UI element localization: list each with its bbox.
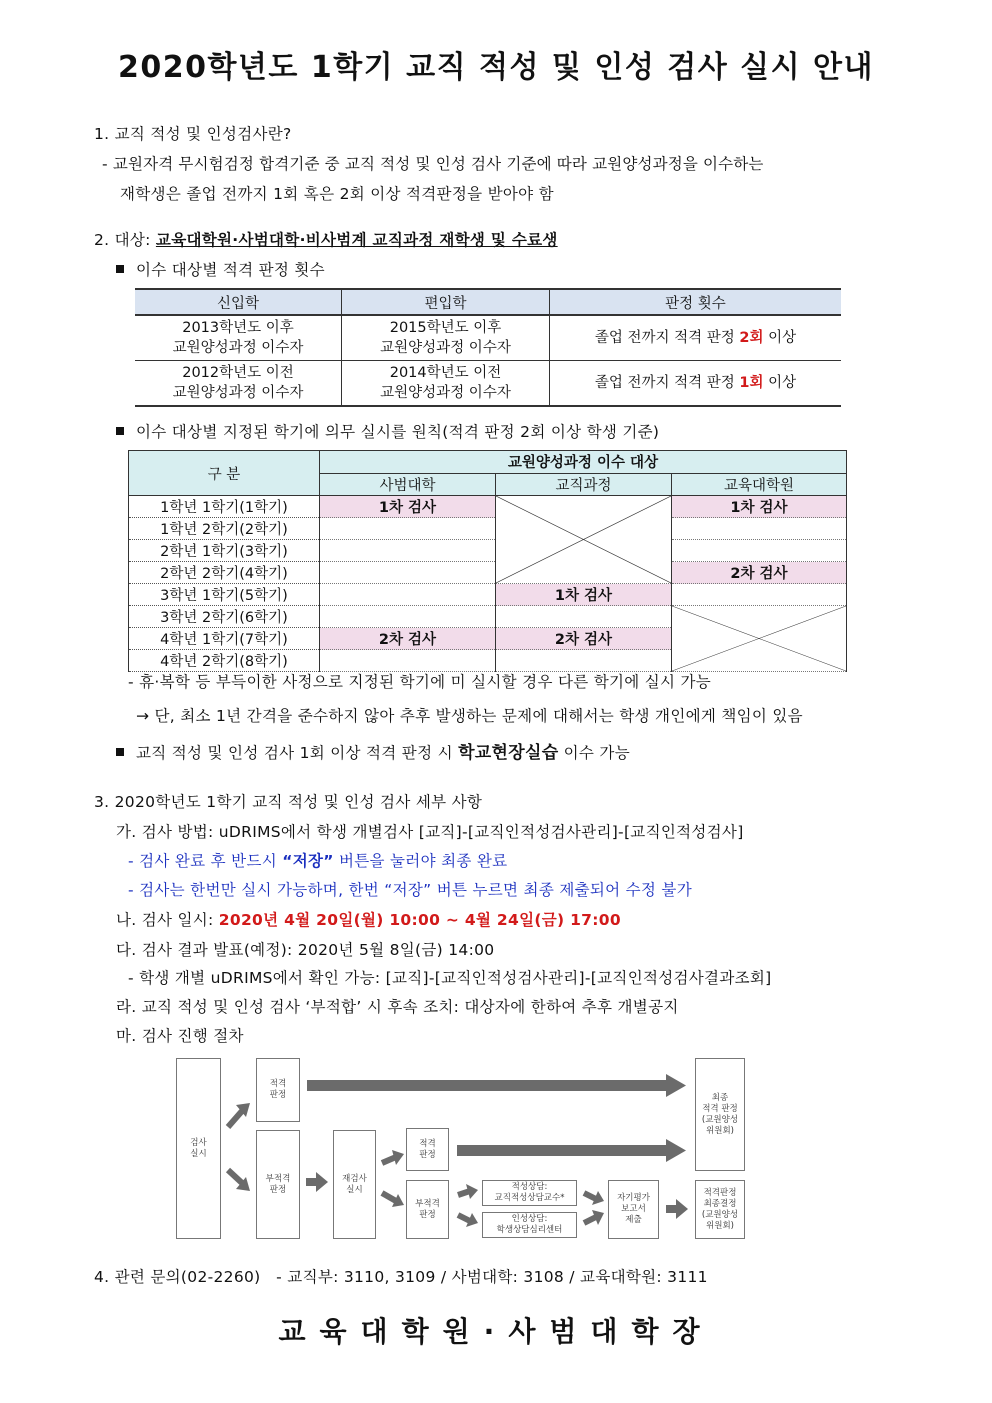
arrow-icon — [382, 1193, 404, 1207]
arrow-icon — [666, 1199, 688, 1219]
table-row — [129, 540, 847, 562]
arrow-icon — [306, 1172, 328, 1192]
empty-cell — [320, 562, 496, 584]
flow-final-decision: 적격판정 최종결정 (교원양성 위원회) — [695, 1180, 745, 1239]
section1-heading: 1. 교직 적성 및 인성검사란? — [94, 125, 292, 143]
table2-corner: 구 분 — [129, 451, 320, 496]
section2-heading-prefix: 2. 대상: — [94, 231, 156, 249]
section2-target: 교육대학원·사범대학·비사범계 교직과정 재학생 및 수료생 — [155, 231, 558, 249]
flow-start: 검사 실시 — [176, 1058, 221, 1239]
section1-line2: 재학생은 졸업 전까지 1회 혹은 2회 이상 적격판정을 받아야 함 — [120, 185, 554, 203]
table1-cell: 2015학년도 이후 교원양성과정 이수자 — [342, 315, 550, 361]
bullet-square-icon — [116, 265, 124, 273]
section2-heading — [94, 228, 558, 250]
table-row — [129, 584, 847, 606]
flow-final-pass: 최종 적격 판정 (교원양성 위원회) — [695, 1058, 745, 1171]
bullet-pass-count-text: 이수 대상별 적격 판정 횟수 — [136, 261, 325, 279]
followup-line: 라. 교직 적성 및 인성 검사 ‘부적합’ 시 후속 조치: 대상자에 한하여 추후 개별공지 — [116, 998, 679, 1016]
result-line: 다. 검사 결과 발표(예정): 2020년 5월 8일(금) 14:00 — [116, 941, 495, 959]
test-dates: 2020년 4월 20일(월) 10:00 ~ 4월 24일(금) 17:00 — [218, 911, 621, 929]
table2-col-teaching-course: 교직과정 — [496, 473, 672, 496]
semester-schedule-table — [128, 450, 847, 672]
cross-out-icon — [672, 606, 846, 671]
semester-label: 2학년 2학기(4학기) — [129, 562, 320, 584]
semester-label: 3학년 1학기(5학기) — [129, 584, 320, 606]
table2-col-education-college: 사범대학 — [320, 473, 496, 496]
flow-retest: 재검사 실시 — [333, 1130, 376, 1239]
bullet-square-icon — [116, 427, 124, 435]
arrow-icon — [584, 1191, 604, 1205]
flow-pass2: 적격 판정 — [406, 1128, 449, 1171]
flow-fail1: 부적격 판정 — [256, 1130, 300, 1239]
table1-header-transfer: 편입학 — [342, 289, 550, 315]
empty-cell — [672, 518, 847, 540]
table-row — [129, 496, 847, 518]
note-interval: → 단, 최소 1년 간격을 준수하지 않아 추후 발생하는 문제에 대해서는 학생 개인에게 책임이 있음 — [136, 707, 803, 725]
table1-cell: 2012학년도 이전 교원양성과정 이수자 — [135, 361, 342, 407]
flow-fail2: 부적격 판정 — [406, 1180, 449, 1239]
method-line: 가. 검사 방법: uDRIMS에서 학생 개별검사 [교직]-[교직인적성검사관리]-[교직인적성검사] — [116, 823, 744, 841]
page-title: 2020학년도 1학기 교직 적성 및 인성 검사 실시 안내 — [117, 50, 875, 85]
flow-counsel-aptitude: 적성상담: 교직적성상담교수* — [482, 1180, 577, 1206]
semester-label: 3학년 2학기(6학기) — [129, 606, 320, 628]
flow-pass1: 적격 판정 — [256, 1058, 300, 1122]
flow-arrows — [170, 1055, 760, 1245]
first-test-cell: 1차 검사 — [672, 496, 847, 518]
cross-out-icon — [496, 496, 671, 583]
semester-label: 1학년 1학기(1학기) — [129, 496, 320, 518]
bullet-semester-rule — [116, 420, 659, 442]
table1-header-count: 판정 횟수 — [550, 289, 842, 315]
table-row — [129, 518, 847, 540]
result-note: - 학생 개별 uDRIMS에서 확인 가능: [교직]-[교직인적성검사관리]-[교직인적성검사결과조회] — [128, 969, 772, 987]
section3-heading: 3. 2020학년도 1학기 교직 적성 및 인성 검사 세부 사항 — [94, 793, 483, 811]
table-row — [129, 606, 847, 628]
procedure-line: 마. 검사 진행 절차 — [116, 1027, 244, 1045]
table-row — [129, 562, 847, 584]
pass-count-table — [135, 288, 841, 407]
arrow-icon — [458, 1213, 478, 1227]
bullet-practicum: 교직 적성 및 인성 검사 1회 이상 적격 판정 시 학교현장실습 이수 가능 — [116, 738, 630, 763]
table-row — [135, 315, 841, 361]
table2-group-header: 교원양성과정 이수 대상 — [320, 451, 847, 474]
semester-label: 4학년 1학기(7학기) — [129, 628, 320, 650]
arrow-icon — [228, 1103, 250, 1127]
empty-cell — [320, 584, 496, 606]
flow-self-report: 자기평가 보고서 제출 — [608, 1180, 659, 1239]
table2-col-graduate-school: 교육대학원 — [672, 473, 847, 496]
bullet-square-icon — [116, 748, 124, 756]
bullet-semester-rule-text: 이수 대상별 지정된 학기에 의무 실시를 원칙(적격 판정 2회 이상 학생 기준) — [136, 423, 660, 441]
empty-cell — [320, 540, 496, 562]
semester-label: 1학년 2학기(2학기) — [129, 518, 320, 540]
second-test-cell: 2차 검사 — [496, 628, 672, 650]
table1-cell: 졸업 전까지 적격 판정 1회 이상 — [550, 361, 842, 407]
semester-label: 2학년 1학기(3학기) — [129, 540, 320, 562]
second-test-cell: 2차 검사 — [320, 628, 496, 650]
arrow-icon — [458, 1184, 478, 1199]
signature-footer: 교육대학원·사범대학장 — [278, 1315, 714, 1348]
table1-header-new: 신입학 — [135, 289, 342, 315]
table1-cell: 졸업 전까지 적격 판정 2회 이상 — [550, 315, 842, 361]
first-test-cell: 1차 검사 — [320, 496, 496, 518]
arrow-icon — [307, 1074, 686, 1097]
empty-cell — [496, 650, 672, 672]
note-leave-of-absence: - 휴·복학 등 부득이한 사정으로 지정된 학기에 미 실시할 경우 다른 학기에 실시 가능 — [128, 673, 712, 691]
empty-cell — [320, 650, 496, 672]
arrow-icon — [382, 1150, 404, 1165]
empty-cell — [672, 540, 847, 562]
empty-cell — [496, 606, 672, 628]
arrow-icon — [228, 1170, 250, 1191]
contact-line: 4. 관련 문의(02-2260) - 교직부: 3110, 3109 / 사범대학: 3108 / 교육대학원: 3111 — [94, 1268, 708, 1286]
table-row — [135, 361, 841, 407]
bullet-pass-count — [116, 258, 325, 280]
section1-line1: - 교원자격 무시험검정 합격기준 중 교직 적성 및 인성 검사 기준에 따라 교원양성과정을 이수하는 — [102, 155, 764, 173]
not-applicable-cell — [496, 496, 672, 584]
schedule-line: 나. 검사 일시: 2020년 4월 20일(월) 10:00 ~ 4월 24일(금) 17:00 — [116, 911, 621, 929]
empty-cell — [672, 584, 847, 606]
second-test-cell: 2차 검사 — [672, 562, 847, 584]
method-note1: - 검사 완료 후 반드시 “저장” 버튼을 눌러야 최종 완료 — [128, 852, 508, 870]
empty-cell — [320, 518, 496, 540]
not-applicable-cell — [672, 606, 847, 672]
first-test-cell: 1차 검사 — [496, 584, 672, 606]
semester-label: 4학년 2학기(8학기) — [129, 650, 320, 672]
table1-cell: 2013학년도 이후 교원양성과정 이수자 — [135, 315, 342, 361]
flow-counsel-personality: 인성상담: 학생상담심리센터 — [482, 1212, 577, 1238]
arrow-icon — [457, 1139, 686, 1162]
method-note2: - 검사는 한번만 실시 가능하며, 한번 “저장” 버튼 누르면 최종 제출되어 수정 불가 — [128, 881, 692, 899]
arrow-icon — [584, 1210, 604, 1225]
empty-cell — [320, 606, 496, 628]
table1-cell: 2014학년도 이전 교원양성과정 이수자 — [342, 361, 550, 407]
